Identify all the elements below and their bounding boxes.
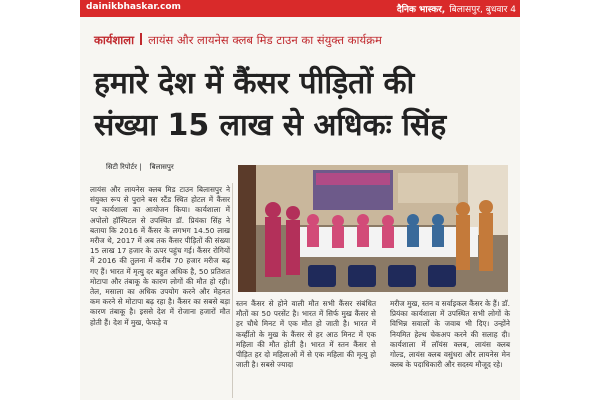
newspaper-clipping bbox=[80, 0, 520, 400]
place-day: बिलासपुर, बुधवार 4 bbox=[449, 5, 516, 15]
byline bbox=[106, 163, 174, 172]
article-column-3: मरीज मुख, स्तन व सर्वाइकल कैंसर के हैं। डॉ. प्रियंका कार्यशाला में उपस्थित सभी लोगों के विभिन्न सवालों के जवाब भी दिए। उन्होंने नियमित हेल्थ चेकअप करने की सलाह दी। कार्यशाला में लॉयंस क्लब, लायंस क्लब गोल्ड, लायंस क्लब वसुंधरा और लायनेस मेन क्लब के पदाधिकारी और सदस्य मौजूद रहे। bbox=[390, 299, 510, 370]
event-photo bbox=[238, 165, 508, 292]
article-column-1: लायंस और लायनेस क्लब मिड टाउन बिलासपुर ने संयुक्त रूप से पुराने बस स्टैंड स्थित होटल में कैंसर पर कार्यशाला का आयोजन किया। कार्यशाला में अपोलो हॉस्पिटल से उपस्थित डॉ. प्रियंका सिंह ने बताया कि 2016 में कैंसर के लगभग 14.50 लाख मरीज थे, 2017 में अब तक कैंसर पीड़ितों की संख्या 15 लाख 17 हजार के ऊपर पहुंच गई। कैंसर रोगियों में 2016 की तुलना में करीब 70 हजार मरीज बढ़ गए हैं। भारत में मृत्यु दर बहुत अधिक है, 50 प्रतिशत मोटापा और तंबाकू के कारण लोगों की मौत हो रही। तेल, मसाला का अधिक उपयोग करने और मेहनत कम करने से मोटापा बढ़ रहा है। कैंसर का सबसे बड़ा कारण तंबाकू है। इससे देश में रोजाना हजारों मौत होती हैं। देश में मुख, फेफड़े व bbox=[90, 185, 230, 327]
dateline-city: बिलासपुर bbox=[149, 163, 174, 171]
kicker: कार्यशाला bbox=[94, 33, 135, 47]
masthead-bar bbox=[80, 0, 520, 17]
headline-line-1: हमारे देश में कैंसर पीड़ितों की bbox=[94, 66, 415, 101]
kicker-divider bbox=[140, 33, 142, 45]
site-url: dainikbhaskar.com bbox=[86, 2, 181, 12]
photo-illustration bbox=[238, 165, 508, 292]
edition-info bbox=[397, 2, 516, 15]
kicker-row bbox=[94, 33, 382, 49]
brand-name: दैनिक भास्कर, bbox=[396, 5, 446, 15]
article-column-2: स्तन कैंसर से होने वाली मौत सभी कैंसर संबंधित मौतों का 50 परसेंट है। भारत में सिर्फ मुख कैंसर से हर चौथे मिनट में एक मौत हो जाती है। भारत में कर्व्हीतो के मुख के कैंसर से हर आठ मिनट में एक महिला की मौत होती है। भारत में स्तन कैंसर से पीड़ित हर दो महिलाओं में से एक महिला की मृत्यु हो जाती है। सबसे ज्यादा bbox=[236, 299, 376, 370]
headline-line-2: संख्या 15 लाख से अधिकः सिंह bbox=[94, 108, 447, 143]
column-divider bbox=[232, 183, 233, 398]
subheadline: लायंस और लायनेस क्लब मिड टाउन का संयुक्त कार्यक्रम bbox=[148, 33, 382, 47]
byline-separator: | bbox=[139, 163, 142, 171]
reporter: सिटी रिपोर्टर bbox=[106, 163, 137, 171]
